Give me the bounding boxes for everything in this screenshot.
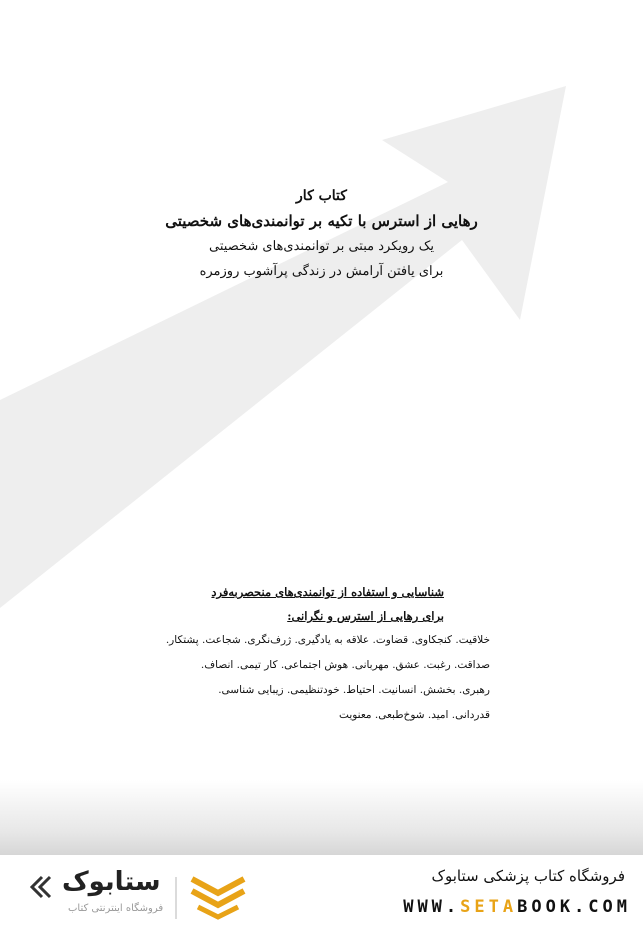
url-prefix: WWW. [403, 897, 461, 917]
store-url-link[interactable] [403, 897, 631, 917]
strengths-line: قدردانی. امید. شوخ‌طبعی. معنویت [339, 709, 490, 721]
setabook-logo[interactable] [28, 863, 248, 923]
strengths-line: خلاقیت. کنجکاوی. قضاوت. علاقه به یادگیری. ژرف‌نگری. شجاعت. پشتکار. [165, 634, 490, 646]
strengths-heading-2: برای رهایی از استرس و نگرانی: [287, 609, 444, 623]
strengths-line: رهبری. بخشش. انسانیت. احتیاط. خودتنظیمی. زیبایی شناسی. [218, 684, 490, 696]
store-name: فروشگاه کتاب پزشکی ستابوک [431, 867, 625, 885]
store-footer [0, 855, 643, 926]
logo-wordmark: ستابوک [62, 867, 161, 897]
strengths-line: صداقت. رغبت. عشق. مهربانی. هوش اجتماعی. کار تیمی. انصاف. [200, 659, 490, 671]
title-block [60, 184, 583, 284]
subtitle-line-2: برای یافتن آرامش در زندگی پرآشوب روزمره [199, 264, 444, 279]
bottom-shadow [0, 780, 643, 855]
subtitle-line-1: یک رویکرد مبتی بر توانمندی‌های شخصیتی [209, 239, 434, 254]
book-title: رهایی از استرس با تکیه بر توانمندی‌های شخصیتی [165, 212, 478, 230]
url-highlight: SETA [460, 897, 518, 917]
url-suffix: BOOK.COM [517, 897, 631, 917]
strengths-section [120, 582, 490, 728]
book-type: کتاب کار [296, 188, 347, 204]
strengths-heading-1: شناسایی و استفاده از توانمندی‌های منحصربه‌فرد [211, 585, 444, 599]
logo-tagline: فروشگاه اینترنتی کتاب [68, 903, 164, 914]
